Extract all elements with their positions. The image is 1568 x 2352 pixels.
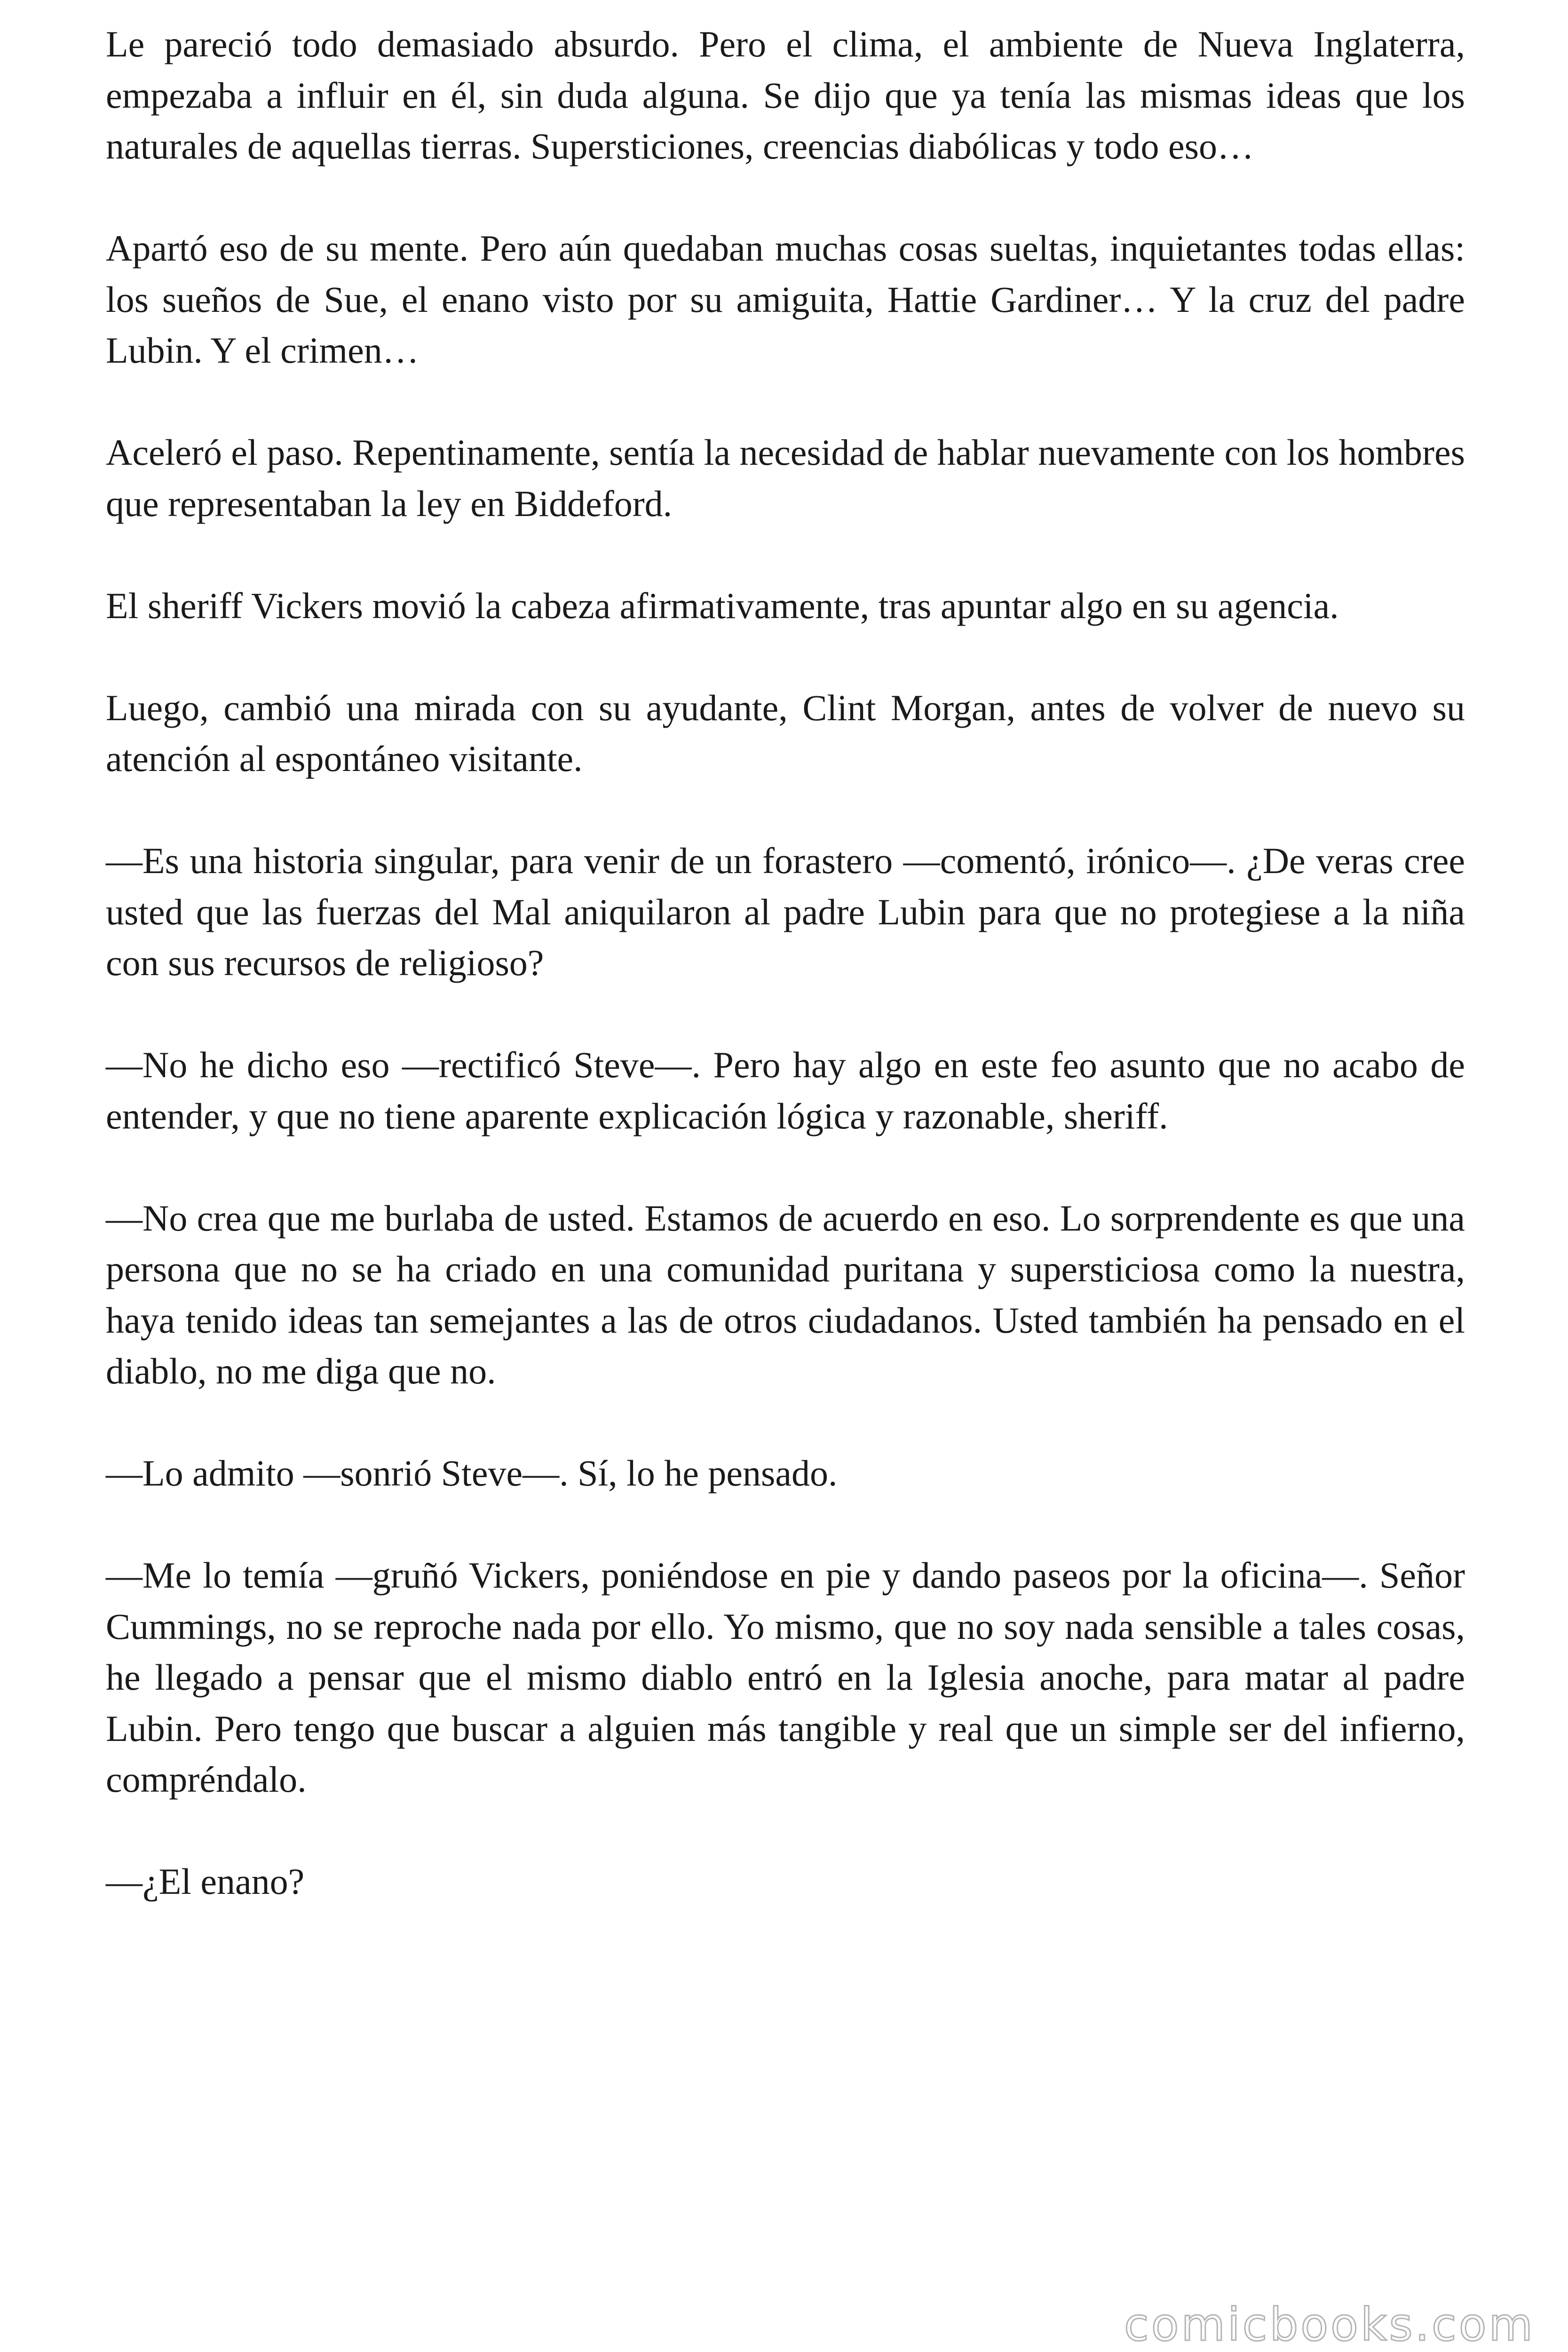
watermark: comicbooks.com (1124, 2298, 1535, 2351)
paragraph-9: —Lo admito —sonrió Steve—. Sí, lo he pensado. (106, 1453, 838, 1494)
paragraph-4: El sheriff Vickers movió la cabeza afirmativamente, tras apuntar algo en su agencia. (106, 585, 1339, 626)
paragraph-1: Le pareció todo demasiado absurdo. Pero el clima, el ambiente de Nueva Inglaterra, empezaba a influir en él, sin duda alguna. Se dijo que ya tenía las mismas ideas que los naturales de aquellas tierras. Supersticiones, creencias diabólicas y todo eso… (106, 24, 1465, 167)
paragraph-8: —No crea que me burlaba de usted. Estamos de acuerdo en eso. Lo sorprendente es que una persona que no se ha criado en una comunidad puritana y supersticiosa como la nuestra, haya tenido ideas tan semejantes a las de otros ciudadanos. Usted también ha pensado en el diablo, no me diga que no. (106, 1197, 1465, 1391)
document-body (106, 19, 1465, 1907)
paragraph-2: Apartó eso de su mente. Pero aún quedaban muchas cosas sueltas, inquietantes todas ellas: los sueños de Sue, el enano visto por su amiguita, Hattie Gardiner… Y la cruz del padre Lubin. Y el crimen… (106, 228, 1465, 371)
paragraph-6: —Es una historia singular, para venir de un forastero —comentó, irónico—. ¿De veras cree usted que las fuerzas del Mal aniquilaron al padre Lubin para que no protegiese a la niña con sus recursos de religioso? (106, 840, 1465, 983)
paragraph-11: —¿El enano? (106, 1861, 305, 1902)
paragraph-7: —No he dicho eso —rectificó Steve—. Pero hay algo en este feo asunto que no acabo de entender, y que no tiene aparente explicación lógica y razonable, sheriff. (106, 1044, 1465, 1136)
paragraph-10: —Me lo temía —gruñó Vickers, poniéndose en pie y dando paseos por la oficina—. Señor Cummings, no se reproche nada por ello. Yo mismo, que no soy nada sensible a tales cosas, he llegado a pensar que el mismo diablo entró en la Iglesia anoche, para matar al padre Lubin. Pero tengo que buscar a alguien más tangible y real que un simple ser del infierno, compréndalo. (106, 1555, 1465, 1800)
paragraph-3: Aceleró el paso. Repentinamente, sentía la necesidad de hablar nuevamente con los hombres que representaban la ley en Biddeford. (106, 432, 1465, 524)
paragraph-5: Luego, cambió una mirada con su ayudante, Clint Morgan, antes de volver de nuevo su atención al espontáneo visitante. (106, 687, 1465, 779)
